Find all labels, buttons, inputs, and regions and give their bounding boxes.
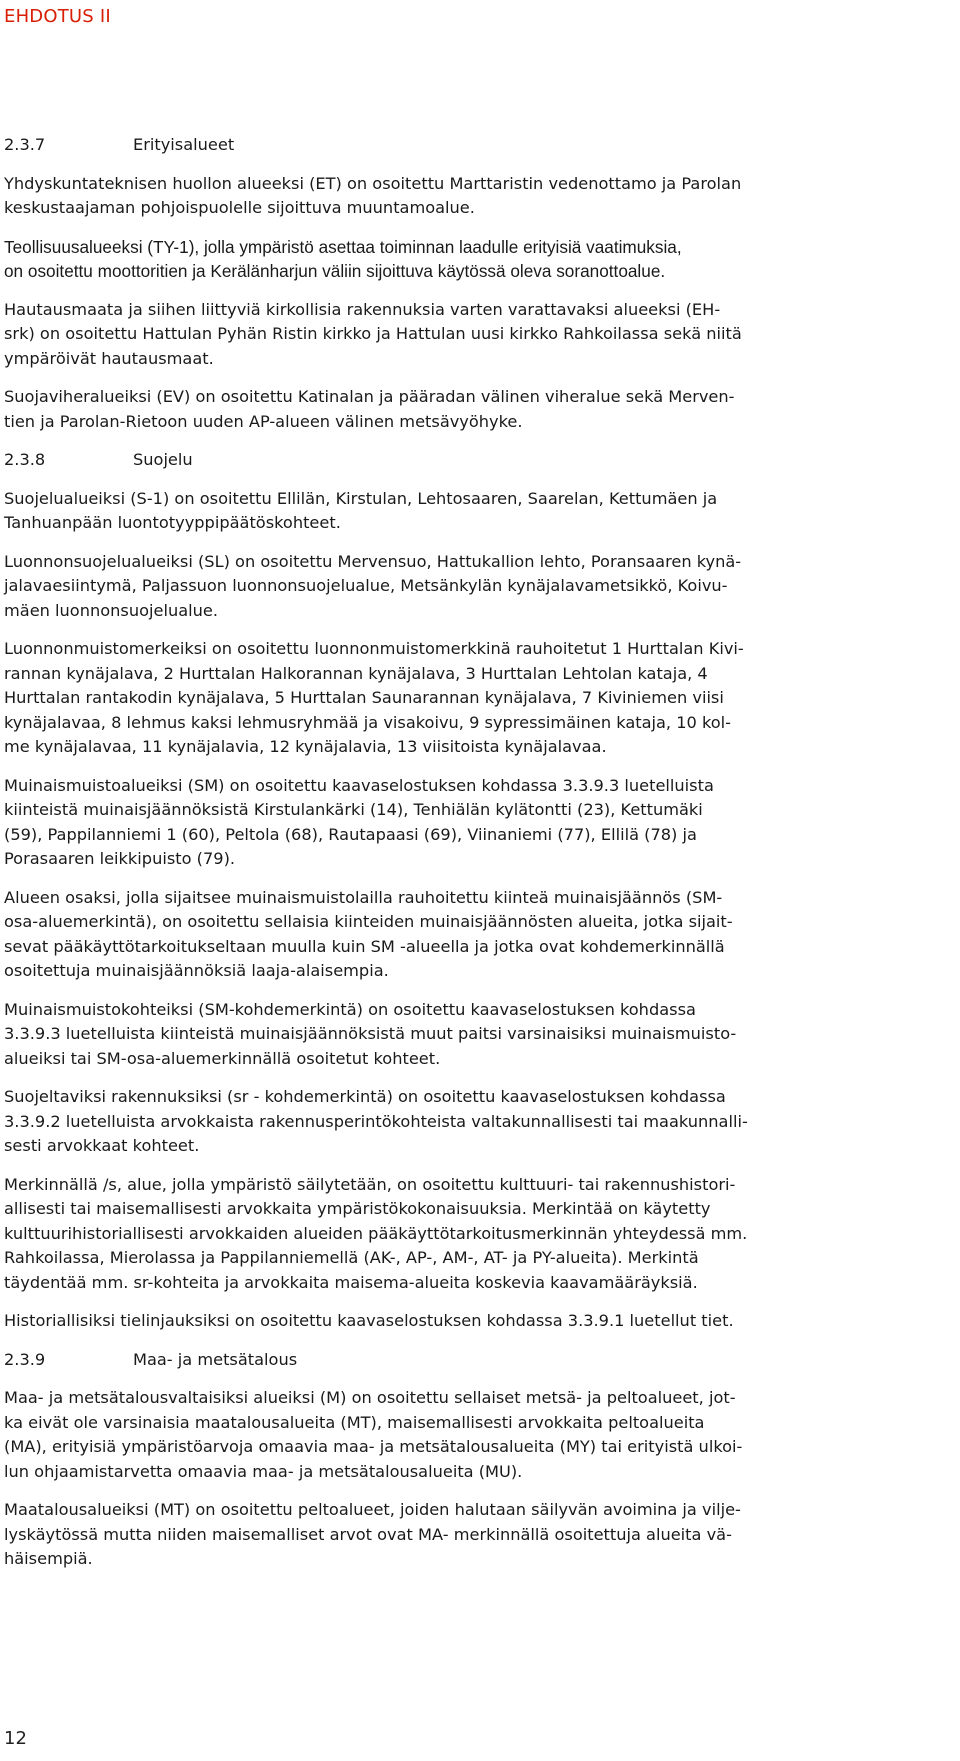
section-title: Maa- ja metsätalous	[133, 1349, 298, 1369]
text-line: Suojelualueiksi (S-1) on osoitettu Ellilän, Kirstulan, Lehtosaaren, Saarelan, Kettumäen ja	[4, 488, 718, 508]
text-line: jalavaesiintymä, Paljassuon luonnonsuojelualue, Metsänkylän kynäjalavametsikkö, Koivu-	[4, 576, 728, 595]
paragraph	[4, 1085, 956, 1159]
paragraph	[4, 998, 956, 1072]
text-line: Muinaismuistoalueiksi (SM) on osoitettu kaavaselostuksen kohdassa 3.3.9.3 luetelluista	[4, 775, 714, 795]
text-line: me kynäjalavaa, 11 kynäjalavia, 12 kynäjalavia, 13 viisitoista kynäjalavaa.	[4, 737, 607, 756]
paragraph	[4, 487, 956, 536]
text-line: rannan kynäjalava, 2 Hurttalan Halkorannan kynäjalava, 3 Hurttalan Lehtolan kataja, 4	[4, 663, 708, 683]
text-line: Muinaismuistokohteiksi (SM-kohdemerkintä) on osoitettu kaavaselostuksen kohdassa	[4, 999, 696, 1019]
text-line: Suojeltaviksi rakennuksiksi (sr - kohdemerkintä) on osoitettu kaavaselostuksen kohdassa	[4, 1087, 726, 1106]
section-heading	[4, 133, 956, 158]
text-line: lun ohjaamistarvetta omaavia maa- ja metsätalousalueita (MU).	[4, 1461, 523, 1481]
paragraph	[4, 774, 956, 872]
text-line: (MA), erityisiä ympäristöarvoja omaavia maa- ja metsätalousalueita (MY) tai erityistä ulkoi-	[4, 1437, 743, 1456]
text-line: on osoitettu moottoritien ja Kerälänharjun väliin sijoittuva käytössä oleva soranottoalue.	[4, 261, 666, 281]
paragraph	[4, 550, 956, 624]
paragraph	[4, 1173, 956, 1296]
section-title: Erityisalueet	[133, 135, 235, 154]
paragraph	[4, 385, 956, 434]
paragraph	[4, 1309, 956, 1334]
paragraph	[4, 1386, 956, 1484]
text-line: Tanhuanpään luontotyyppipäätöskohteet.	[4, 513, 341, 532]
text-line: täydentää mm. sr-kohteita ja arvokkaita maisema-alueita koskevia kaavamääräyksiä.	[4, 1272, 698, 1292]
section-number: 2.3.9	[4, 1349, 46, 1369]
text-line: osoitettuja muinaisjäännöksiä laaja-alaisempia.	[4, 961, 389, 980]
text-line: Porasaaren leikkipuisto (79).	[4, 849, 236, 868]
section-heading	[4, 448, 956, 473]
text-line: Hurttalan rantakodin kynäjalava, 5 Hurttalan Saunarannan kynäjalava, 7 Kiviniemen viisi	[4, 688, 724, 707]
text-line: sevat pääkäyttötarkoitukseltaan muulla kuin SM -alueella ja jotka ovat kohdemerkinnällä	[4, 936, 725, 956]
text-line: keskustaajaman pohjoispuolelle sijoittuva muuntamoalue.	[4, 198, 475, 217]
text-line: srk) on osoitettu Hattulan Pyhän Ristin kirkko ja Hattulan uusi kirkko Rahkoilassa sekä niitä	[4, 324, 742, 343]
text-line: Luonnonmuistomerkeiksi on osoitettu luonnonmuistomerkkinä rauhoitetut 1 Hurttalan Kivi-	[4, 639, 744, 658]
text-line: tien ja Parolan-Rietoon uuden AP-alueen välinen metsävyöhyke.	[4, 411, 523, 431]
paragraph	[4, 235, 956, 284]
text-line: allisesti tai maisemallisesti arvokkaita ympäristökokonaisuuksia. Merkintää on käytetty	[4, 1199, 711, 1218]
text-line: ka eivät ole varsinaisia maatalousalueita (MT), maisemallisesti arvokkaita peltoalueita	[4, 1412, 705, 1432]
paragraph	[4, 1498, 956, 1572]
text-line: Historiallisiksi tielinjauksiksi on osoitettu kaavaselostuksen kohdassa 3.3.9.1 luetellut tiet.	[4, 1311, 734, 1330]
paragraph	[4, 637, 956, 760]
text-line: 3.3.9.3 luetelluista kiinteistä muinaisjäännöksistä muut paitsi varsinaisiksi muinaismuisto-	[4, 1024, 737, 1043]
text-line: Merkinnällä /s, alue, jolla ympäristö säilytetään, on osoitettu kulttuuri- tai rakennushistori-	[4, 1174, 736, 1194]
text-line: Maatalousalueiksi (MT) on osoitettu peltoalueet, joiden halutaan säilyvän avoimina ja vilje-	[4, 1500, 741, 1519]
text-line: Alueen osaksi, jolla sijaitsee muinaismuistolailla rauhoitettu kiinteä muinaisjäännös (SM-	[4, 887, 723, 907]
text-line: (59), Pappilanniemi 1 (60), Peltola (68), Rautapaasi (69), Viinaniemi (77), Ellilä (78) ja	[4, 824, 697, 844]
text-line: kulttuurihistoriallisesti arvokkaiden alueiden pääkäyttötarkoitusmerkinnän yhteydessä mm.	[4, 1223, 748, 1243]
text-line: lyskäytössä mutta niiden maisemalliset arvot ovat MA- merkinnällä osoitettuja alueita vä-	[4, 1524, 732, 1544]
text-line: häisempiä.	[4, 1549, 93, 1568]
section-number: 2.3.7	[4, 135, 46, 154]
text-line: Luonnonsuojelualueiksi (SL) on osoitettu Mervensuo, Hattukallion lehto, Poransaaren kynä-	[4, 551, 742, 571]
text-line: Maa- ja metsätalousvaltaisiksi alueiksi (M) on osoitettu sellaiset metsä- ja peltoalueet, jot-	[4, 1388, 736, 1407]
text-line: kiinteistä muinaisjäännöksistä Kirstulankärki (14), Tenhiälän kylätontti (23), Kettumäki	[4, 800, 703, 819]
text-line: Teollisuusalueeksi (TY-1), jolla ympäristö asettaa toiminnan laadulle erityisiä vaatimuksia,	[4, 236, 682, 257]
paragraph	[4, 886, 956, 984]
document-header: EHDOTUS II	[4, 6, 111, 27]
text-line: sesti arvokkaat kohteet.	[4, 1136, 200, 1155]
section-heading	[4, 1348, 956, 1373]
paragraph	[4, 298, 956, 372]
section-title: Suojelu	[133, 450, 193, 469]
text-line: Hautausmaata ja siihen liittyviä kirkollisia rakennuksia varten varattavaksi alueeksi (EH-	[4, 299, 721, 319]
document-body	[4, 133, 956, 1586]
text-line: ympäröivät hautausmaat.	[4, 348, 214, 368]
text-line: Rahkoilassa, Mierolassa ja Pappilanniemellä (AK-, AP-, AM-, AT- ja PY-alueita). Merkintä	[4, 1248, 699, 1267]
text-line: alueiksi tai SM-osa-aluemerkinnällä osoitetut kohteet.	[4, 1048, 441, 1068]
text-line: 3.3.9.2 luetelluista arvokkaista rakennusperintökohteista valtakunnallisesti tai maakunnalli-	[4, 1111, 748, 1131]
text-line: kynäjalavaa, 8 lehmus kaksi lehmusryhmää ja visakoivu, 9 sypressimäinen kataja, 10 kol-	[4, 712, 732, 732]
text-line: mäen luonnonsuojelualue.	[4, 600, 218, 620]
page-number: 12	[4, 1728, 27, 1749]
text-line: osa-aluemerkintä), on osoitettu sellaisia kiinteiden muinaisjäännösten alueita, jotka sijait-	[4, 912, 733, 931]
text-line: Suojaviheralueiksi (EV) on osoitettu Katinalan ja pääradan välinen viheralue sekä Merven-	[4, 387, 735, 406]
text-line: Yhdyskuntateknisen huollon alueeksi (ET) on osoitettu Marttaristin vedenottamo ja Parolan	[4, 173, 742, 193]
paragraph	[4, 172, 956, 221]
section-number: 2.3.8	[4, 450, 46, 469]
